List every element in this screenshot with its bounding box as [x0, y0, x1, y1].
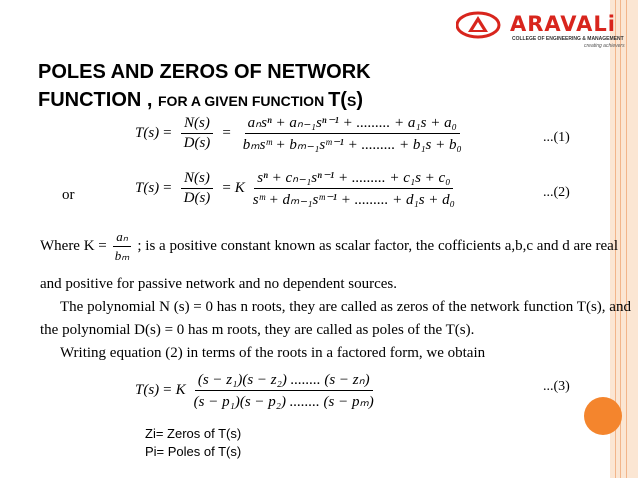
text-line-5: Writing equation (2) in terms of the roots in a factored form, we obtain [60, 345, 486, 361]
right-decorative-line [620, 0, 621, 478]
equation-1-label: ...(1) [543, 130, 570, 145]
equation-1: T(s) = $\frac{N(s)}{D(s)}$ = $\frac{\text{aₙsⁿ + aₙ₋₁sⁿ⁻¹ + ......... + a₁s + a₀}}{\text{bₘsᵐ + bₘ₋₁sᵐ⁻¹ + ......... + b₁s + b₀}}$ [135, 115, 462, 153]
title-line-2: FUNCTION , FOR A GIVEN FUNCTION T(S) [38, 89, 363, 111]
legend [145, 425, 241, 461]
logo-name: ARAVALi [510, 12, 616, 36]
right-decorative-line [626, 0, 627, 478]
text-line-2: and positive for passive network and no dependent sources. [40, 276, 397, 292]
equation-3: T(s) = K $\frac{\text{(s − z₁)(s − z₂) ........ (s − zₙ)}}{\text{(s − p₁)(s − p₂) ........ (s − pₘ)}}$ [135, 372, 374, 410]
where-k-line: Where K = $\frac{\text{aₙ}}{\text{bₘ}}$ ; is a positive constant known as scalar factor, the cofficients a,b,c and d are real [40, 229, 618, 263]
or-text: or [62, 187, 75, 203]
orange-circle-decoration [584, 397, 622, 435]
aravali-emblem-icon [456, 10, 504, 40]
title-line-1: POLES AND ZEROS OF NETWORK [38, 61, 371, 83]
logo-tagline: creating achievers [584, 43, 625, 49]
legend-poles: Pi= Poles of T(s) [145, 444, 242, 459]
logo-subtitle: COLLEGE OF ENGINEERING & MANAGEMENT [512, 36, 624, 42]
equation-2-label: ...(2) [543, 185, 570, 200]
text-line-4: the polynomial D(s) = 0 has m roots, they are called as poles of the T(s). [40, 322, 475, 338]
slide-title [38, 58, 371, 115]
equation-3-label: ...(3) [543, 379, 570, 394]
equation-2: T(s) = $\frac{N(s)}{D(s)}$ = K $\frac{\text{sⁿ + cₙ₋₁sⁿ⁻¹ + ......... + c₁s + c₀}}{\text{sᵐ + dₘ₋₁sᵐ⁻¹ + ......... + d₁s + d₀}}$ [135, 170, 455, 208]
legend-zeros: Zi= Zeros of T(s) [145, 426, 242, 441]
college-logo [456, 8, 634, 52]
text-line-3: The polynomial N (s) = 0 has n roots, they are called as zeros of the network function T(s), and [60, 299, 631, 315]
